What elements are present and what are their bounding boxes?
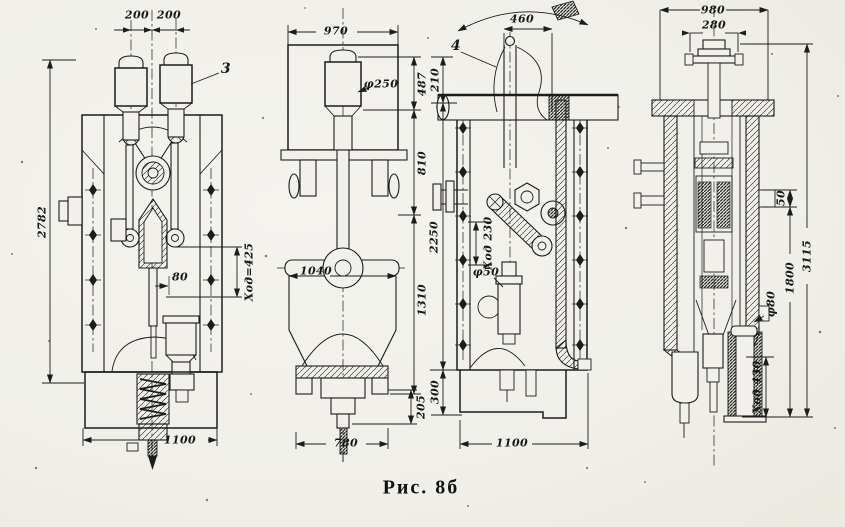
- view2-dim-middle-label: 810: [415, 150, 429, 176]
- view2-dim-top-width-label: 970: [323, 24, 349, 38]
- view3-callout-4: 4: [450, 38, 462, 54]
- view2-dim-base-width-label: 780: [333, 436, 359, 450]
- view2-dim-inner-width-label: 1040: [299, 264, 333, 278]
- view1-dim-top-left-label: 200: [124, 8, 150, 22]
- view2-machine: [281, 45, 407, 462]
- view4-dim-overall-height-label: 3115: [800, 239, 814, 273]
- view4-dia-rod-label: φ80: [764, 290, 778, 318]
- view4-drawing: [634, 3, 813, 468]
- view3-dia-barrel-label: φ50: [472, 265, 500, 279]
- figure-caption: Рис. 8б: [382, 476, 460, 499]
- view4-dim-top-width-label: 980: [700, 3, 726, 17]
- view3-dim-stroke-label: Ход 230: [481, 216, 495, 270]
- view1-dim-rod-gap-label: 80: [171, 270, 189, 284]
- view3-drawing: [427, 1, 620, 449]
- view2-dim-lower-label: 1310: [415, 283, 429, 317]
- view1-dim-top-right-label: 200: [156, 8, 182, 22]
- view1-dim-height-label: 2782: [35, 205, 49, 239]
- view1-dim-stroke-label: Ход=425: [242, 242, 256, 302]
- view1-machine: [59, 53, 222, 470]
- view4-dim-stroke-label: Ход 430: [750, 360, 764, 414]
- view4-dim-port-label: 50: [774, 189, 788, 207]
- view2-dim-foot-label: 205: [414, 394, 428, 420]
- view2-dim-upper-label: 487: [415, 71, 429, 97]
- view1-dim-base-width-label: 1100: [163, 433, 197, 447]
- view3-dim-frame-height-label: 2250: [427, 220, 441, 254]
- view3-dim-swing-label: 460: [509, 12, 535, 26]
- view1-drawing: [42, 10, 242, 470]
- view3-dim-upper-label: 210: [428, 67, 442, 93]
- view4-dim-lower-section-label: 1800: [783, 261, 797, 295]
- view1-callout-3: 3: [220, 61, 232, 77]
- view3-dim-base-width-label: 1100: [495, 436, 529, 450]
- view2-drawing: [277, 8, 421, 462]
- view3-dim-base-height-label: 300: [428, 379, 442, 405]
- view4-dim-inner-width-label: 280: [701, 18, 727, 32]
- view2-dia-cylinder-label: φ250: [363, 77, 399, 91]
- view3-machine: [433, 37, 618, 419]
